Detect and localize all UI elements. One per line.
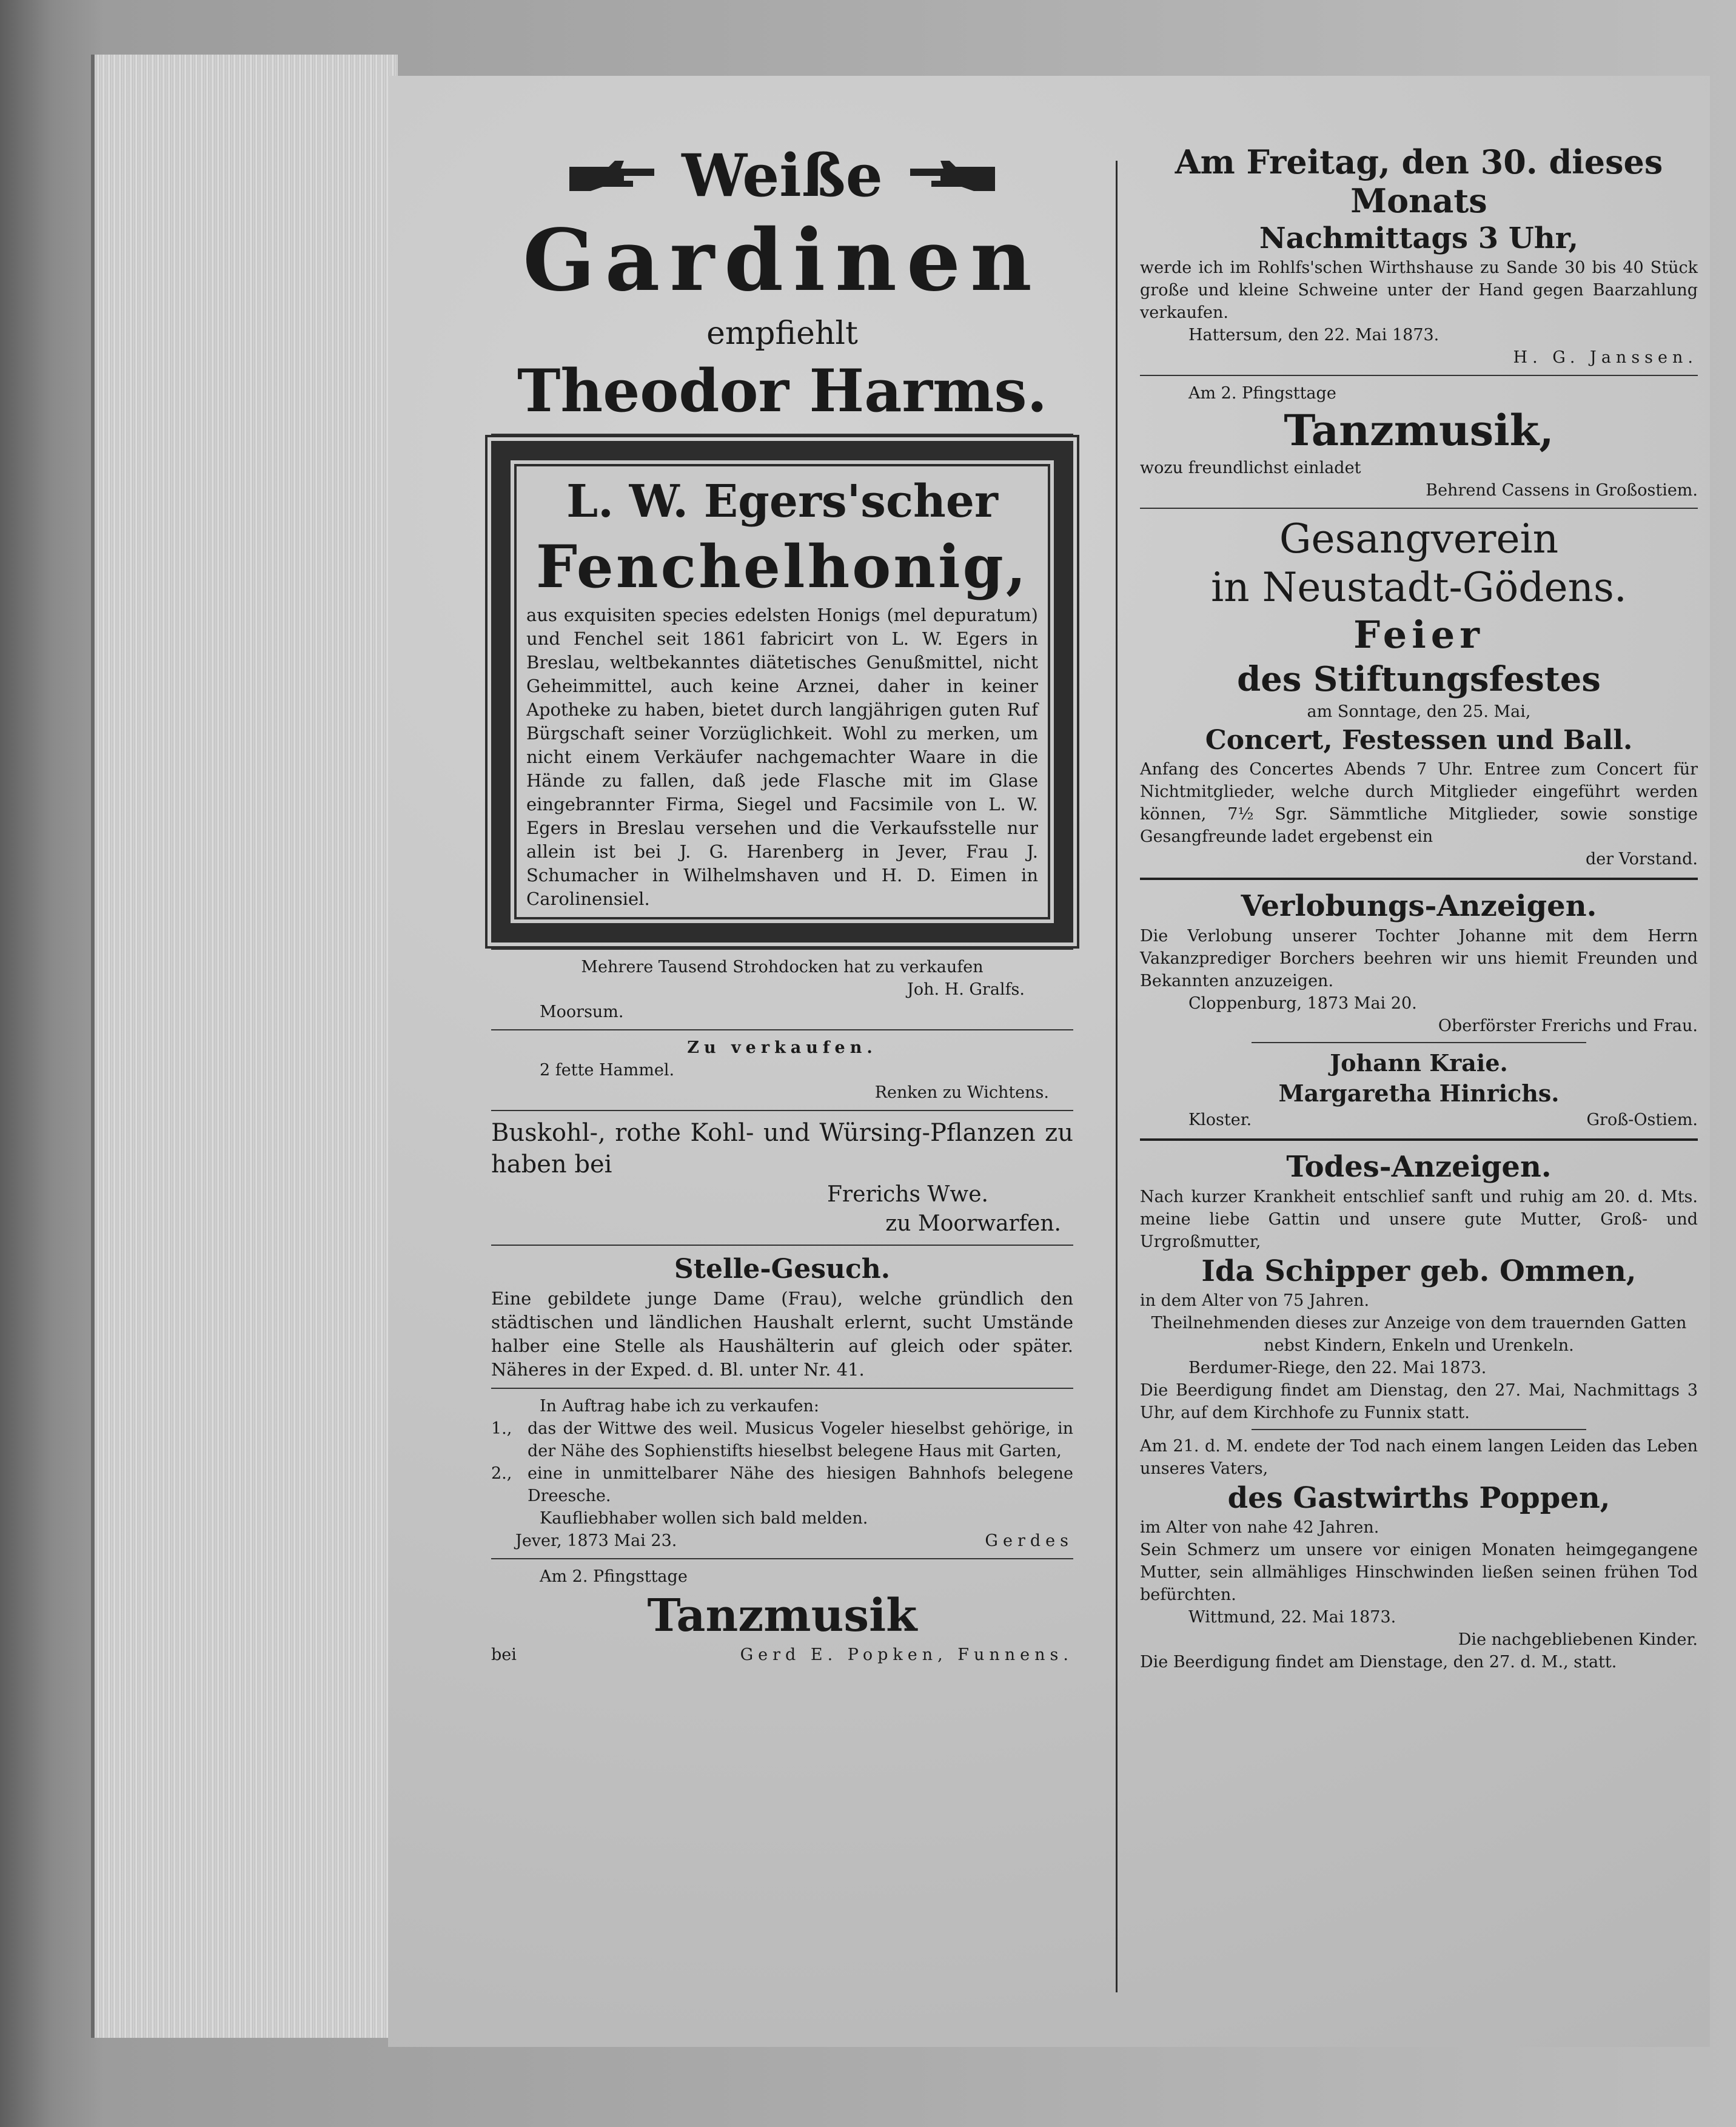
schweine-place: Hattersum, den 22. Mai 1873. bbox=[1188, 326, 1439, 344]
verlobung-signer: Oberförster Frerichs und Frau. bbox=[1438, 1016, 1698, 1035]
todes-text3: Theilnehmenden dieses zur Anzeige von dem trauernden Gatten nebst Kindern, Enkeln und Urenkeln. bbox=[1151, 1314, 1687, 1355]
gesang-l5: am Sonntage, den 25. Mai, bbox=[1307, 702, 1531, 721]
separator bbox=[491, 1388, 1073, 1389]
tanzmusik-left-title: Tanzmusik bbox=[647, 1590, 917, 1642]
todes-signer2: Die nachgebliebenen Kinder. bbox=[1458, 1630, 1698, 1649]
separator bbox=[1140, 1138, 1698, 1141]
todes-text4: Die Beerdigung findet am Dienstag, den 27. Mai, Nachmittags 3 Uhr, auf dem Kirchhofe zu Funnix statt. bbox=[1140, 1381, 1698, 1422]
tanzmusik-left-host: Gerd E. Popken, Funnens. bbox=[740, 1645, 1073, 1664]
strohdocken-line1: Mehrere Tausend Strohdocken hat zu verkaufen bbox=[581, 958, 984, 976]
todes-text2: in dem Alter von 75 Jahren. bbox=[1140, 1291, 1370, 1310]
tanz2-l2: wozu freundlichst einladet bbox=[1140, 459, 1361, 477]
auftrag-item2-num: 2., bbox=[491, 1464, 512, 1483]
ad-hammel bbox=[491, 1037, 1073, 1104]
buskohl-signer2: zu Moorwarfen. bbox=[885, 1211, 1061, 1236]
separator bbox=[491, 434, 1073, 435]
schweine-l2: Nachmittags 3 Uhr, bbox=[1259, 221, 1579, 255]
auftrag-intro: In Auftrag habe ich zu verkaufen: bbox=[540, 1397, 819, 1416]
separator bbox=[1140, 878, 1698, 880]
auftrag-signer: Gerdes bbox=[985, 1531, 1073, 1550]
left-column bbox=[491, 143, 1073, 1666]
hammel-signer: Renken zu Wichtens. bbox=[874, 1083, 1049, 1102]
ad-todes bbox=[1140, 1148, 1698, 1673]
schweine-signer: H. G. Janssen. bbox=[1513, 348, 1698, 367]
ad-gesangverein bbox=[1140, 515, 1698, 870]
gesang-l3: Feier bbox=[1353, 613, 1484, 657]
todes-name2: des Gastwirths Poppen, bbox=[1227, 1481, 1610, 1515]
todes-text8: Die Beerdigung findet am Dienstage, den 27. d. M., statt. bbox=[1140, 1653, 1617, 1672]
auftrag-place: Jever, 1873 Mai 23. bbox=[515, 1531, 677, 1550]
gesang-l4: des Stiftungsfestes bbox=[1237, 659, 1601, 699]
ad-schweine bbox=[1140, 143, 1698, 369]
buskohl-signer1: Frerichs Wwe. bbox=[826, 1182, 988, 1207]
gesang-l2: in Neustadt-Gödens. bbox=[1211, 564, 1627, 611]
verlobung-name1: Johann Kraie. bbox=[1330, 1049, 1508, 1077]
separator bbox=[491, 1245, 1073, 1246]
todes-title: Todes-Anzeigen. bbox=[1286, 1150, 1552, 1184]
ad-gardinen bbox=[491, 143, 1073, 428]
book-page-edges bbox=[91, 55, 398, 2038]
tanzmusik-left-pre: bei bbox=[491, 1645, 517, 1664]
schweine-l3: werde ich im Rohlfs'schen Wirthshause zu Sande 30 bis 40 Stück große und kleine Schweine unter der Hand gegen Baarzahlung verkaufen. bbox=[1140, 258, 1698, 322]
verlobung-place: Cloppenburg, 1873 Mai 20. bbox=[1188, 994, 1417, 1013]
buskohl-text: Buskohl-, rothe Kohl- und Würsing-Pflanzen zu haben bei bbox=[491, 1119, 1073, 1178]
separator bbox=[491, 1110, 1073, 1111]
ad-tanzmusik-left bbox=[491, 1565, 1073, 1666]
todes-text5: Am 21. d. M. endete der Tod nach einem langen Leiden das Leben unseres Vaters, bbox=[1140, 1437, 1698, 1478]
auftrag-item1-text: das der Wittwe des weil. Musicus Vogeler hieselbst gehörige, in der Nähe des Sophienstifts hieselbst belegene Haus mit Garten, bbox=[528, 1419, 1073, 1460]
tanzmusik-left-line1: Am 2. Pfingsttage bbox=[540, 1567, 688, 1586]
ad-auftrag bbox=[491, 1395, 1073, 1552]
tanz2-l1: Am 2. Pfingsttage bbox=[1188, 384, 1336, 403]
gardinen-line1-row bbox=[491, 143, 1073, 209]
right-column bbox=[1140, 143, 1698, 1673]
ad-fenchelhonig-frame bbox=[491, 441, 1073, 943]
auftrag-item1-num: 1., bbox=[491, 1419, 512, 1438]
hammel-title: Zu verkaufen. bbox=[687, 1038, 877, 1057]
tanz2-title: Tanzmusik, bbox=[1284, 405, 1554, 455]
verlobung-place1: Kloster. bbox=[1188, 1111, 1252, 1129]
ad-strohdocken bbox=[491, 956, 1073, 1023]
honig-title1: L. W. Egers'scher bbox=[566, 475, 998, 528]
auftrag-closing: Kaufliebhaber wollen sich bald melden. bbox=[540, 1509, 868, 1528]
stelle-text: Eine gebildete junge Dame (Frau), welche gründlich den städtischen und ländlichen Haushalt erlernt, sucht Umstände halber eine Stelle als Haushälterin auf gleich oder später. Näheres in der Exped. d. Bl. unter Nr. 41. bbox=[491, 1288, 1073, 1380]
newspaper-page bbox=[388, 76, 1710, 2047]
separator bbox=[491, 949, 1073, 950]
pointing-hand-right-icon bbox=[566, 158, 657, 194]
strohdocken-signer: Joh. H. Gralfs. bbox=[907, 980, 1025, 999]
gesang-signer: der Vorstand. bbox=[1586, 850, 1698, 869]
stelle-title: Stelle-Gesuch. bbox=[674, 1254, 891, 1285]
ad-verlobung bbox=[1140, 887, 1698, 1131]
verlobung-text: Die Verlobung unserer Tochter Johanne mit dem Herrn Vakanzprediger Borchers beehren wir uns hiemit Freunden und Bekannten anzuzeigen. bbox=[1140, 927, 1698, 990]
separator bbox=[491, 1558, 1073, 1559]
todes-text1: Nach kurzer Krankheit entschlief sanft und ruhig am 20. d. Mts. meine liebe Gattin und unsere gute Mutter, Groß- und Urgroßmutter, bbox=[1140, 1188, 1698, 1251]
verlobung-title: Verlobungs-Anzeigen. bbox=[1241, 889, 1597, 923]
gardinen-line3: empfiehlt bbox=[706, 315, 858, 352]
honig-title2: Fenchelhonig, bbox=[535, 533, 1029, 601]
verlobung-name2: Margaretha Hinrichs. bbox=[1278, 1080, 1560, 1107]
schweine-l1: Am Freitag, den 30. dieses Monats bbox=[1175, 143, 1663, 220]
verlobung-place2: Groß-Ostiem. bbox=[1586, 1111, 1698, 1129]
auftrag-item-1 bbox=[491, 1417, 1073, 1462]
honig-text: aus exquisiten species edelsten Honigs (mel depuratum) und Fenchel seit 1861 fabricirt von L. W. Egers in Breslau, weltbekanntes diätetisches Genußmittel, nicht Geheimmittel, auch keine Arznei, daher in keiner Apotheke zu haben, bietet durch langjährigen guten Ruf Bürgschaft seiner Vorzüglichkeit. Wohl zu merken, um nicht einem Verkäufer nachgemachter Waare in die Hände zu fallen, daß jede Flasche mit im Glase eingebrannter Firma, Siegel und Facsimile von L. W. Egers in Breslau versehen und die Verkaufsstelle nur allein ist bei J. G. Harenberg in Jever, Frau J. Schumacher in Wilhelmshaven und H. D. Eimen in Carolinensiel. bbox=[526, 605, 1038, 909]
todes-text7: Sein Schmerz um unsere vor einigen Monaten heimgegangene Mutter, sein allmähliges Hinschwinden ließen seinen frühen Tod befürchten. bbox=[1140, 1541, 1698, 1604]
verlobung-places bbox=[1140, 1109, 1698, 1131]
separator bbox=[1252, 1042, 1586, 1043]
todes-place2: Wittmund, 22. Mai 1873. bbox=[1188, 1608, 1396, 1627]
todes-name1: Ida Schipper geb. Ommen, bbox=[1201, 1254, 1637, 1288]
gesang-l1: Gesangverein bbox=[1279, 516, 1559, 562]
gesang-text: Anfang des Concertes Abends 7 Uhr. Entree zum Concert für Nichtmitglieder, welche durch Mitglieder eingeführt werden können, 7½ Sgr. Sämmtliche Mitglieder, sowie sonstige Gesangfreunde ladet ergebenst ein bbox=[1140, 760, 1698, 846]
tanz2-signer: Behrend Cassens in Großostiem. bbox=[1426, 481, 1698, 500]
gardinen-line1: Weiße bbox=[682, 141, 883, 210]
auftrag-item2-text: eine in unmittelbarer Nähe des hiesigen Bahnhofs belegene Dreesche. bbox=[528, 1464, 1073, 1505]
auftrag-footer bbox=[491, 1530, 1073, 1552]
separator bbox=[1252, 1429, 1586, 1430]
pointing-hand-left-icon bbox=[907, 158, 998, 194]
separator bbox=[491, 1029, 1073, 1030]
hammel-item: 2 fette Hammel. bbox=[540, 1061, 675, 1080]
strohdocken-place: Moorsum. bbox=[540, 1003, 624, 1021]
gardinen-line2: Gardinen bbox=[523, 211, 1042, 311]
column-divider bbox=[1116, 161, 1118, 1992]
todes-text6: im Alter von nahe 42 Jahren. bbox=[1140, 1518, 1379, 1537]
ad-tanzmusik-right bbox=[1140, 382, 1698, 502]
ad-stelle-gesuch bbox=[491, 1252, 1073, 1382]
tanzmusik-left-footer bbox=[491, 1644, 1073, 1666]
todes-place1: Berdumer-Riege, den 22. Mai 1873. bbox=[1188, 1359, 1487, 1377]
gesang-l6: Concert, Festessen und Ball. bbox=[1205, 725, 1633, 756]
ad-buskohl bbox=[491, 1117, 1073, 1238]
gardinen-line4: Theodor Harms. bbox=[517, 357, 1048, 425]
separator bbox=[1140, 508, 1698, 509]
auftrag-item-2 bbox=[491, 1462, 1073, 1507]
separator bbox=[1140, 375, 1698, 376]
